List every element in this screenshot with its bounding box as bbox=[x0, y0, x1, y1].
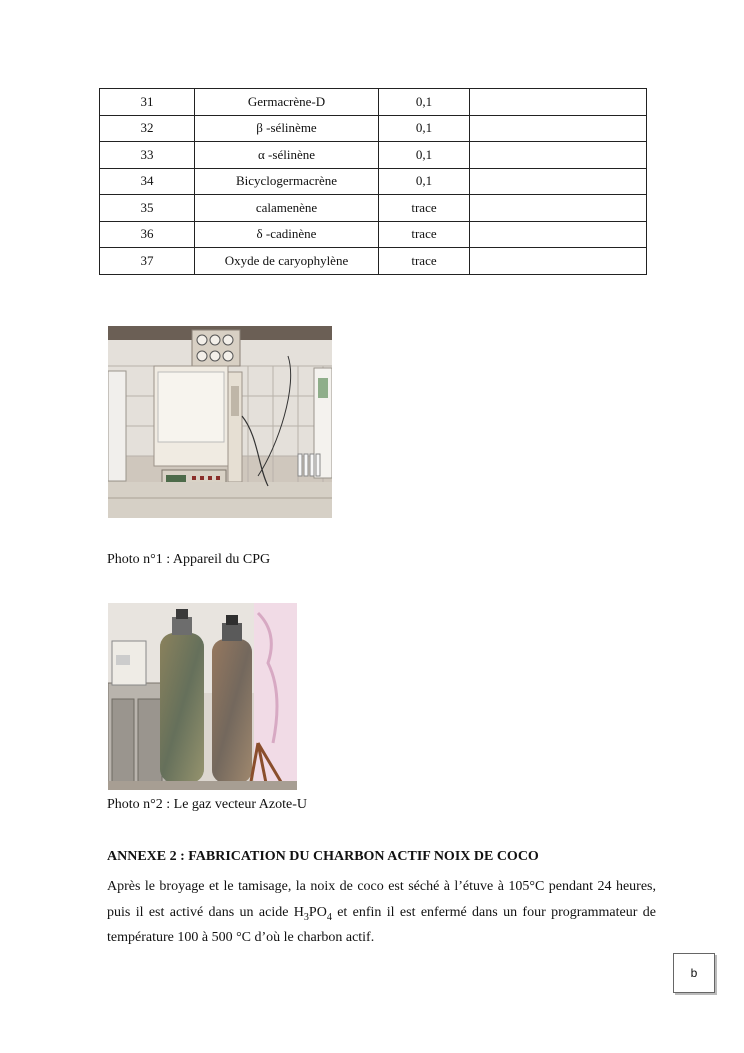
compound-extra bbox=[470, 221, 647, 248]
para-text-2: PO bbox=[308, 904, 327, 920]
compound-number: 33 bbox=[100, 142, 195, 169]
table-row bbox=[100, 142, 647, 169]
compound-table bbox=[99, 88, 647, 275]
compound-name: calamenène bbox=[195, 195, 379, 222]
para-text-1: Après le broyage et le tamisage, la noix de coco est séché à l’étuve à 105°C pendant 24 heures, puis il est activé dans un acide H bbox=[107, 879, 656, 920]
compound-name: α -sélinène bbox=[195, 142, 379, 169]
compound-value: 0,1 bbox=[379, 89, 470, 116]
compound-number: 37 bbox=[100, 248, 195, 275]
compound-number: 35 bbox=[100, 195, 195, 222]
compound-number: 36 bbox=[100, 221, 195, 248]
compound-extra bbox=[470, 168, 647, 195]
photo-gas-cylinders bbox=[108, 603, 297, 790]
compound-extra bbox=[470, 142, 647, 169]
page-number: b bbox=[673, 953, 715, 993]
table-row bbox=[100, 168, 647, 195]
table-row bbox=[100, 221, 647, 248]
annexe-heading: ANNEXE 2 : FABRICATION DU CHARBON ACTIF NOIX DE COCO bbox=[107, 849, 539, 864]
compound-extra bbox=[470, 195, 647, 222]
table-row bbox=[100, 248, 647, 275]
annexe-paragraph bbox=[107, 874, 656, 951]
compound-number: 31 bbox=[100, 89, 195, 116]
table-row bbox=[100, 115, 647, 142]
compound-number: 32 bbox=[100, 115, 195, 142]
compound-value: 0,1 bbox=[379, 115, 470, 142]
para-sub-1: 3 bbox=[303, 911, 309, 923]
para-text-3: et enfin il est enfermé dans un four programmateur de température 100 à 500 °C d’où le charbon actif. bbox=[107, 904, 656, 945]
compound-name: Germacrène-D bbox=[195, 89, 379, 116]
compound-extra bbox=[470, 89, 647, 116]
photo-cpg-apparatus bbox=[108, 326, 332, 518]
compound-name: δ -cadinène bbox=[195, 221, 379, 248]
para-sub-2: 4 bbox=[326, 911, 332, 923]
compound-extra bbox=[470, 248, 647, 275]
compound-value: trace bbox=[379, 248, 470, 275]
compound-value: trace bbox=[379, 221, 470, 248]
compound-value: 0,1 bbox=[379, 168, 470, 195]
compound-name: β -sélinème bbox=[195, 115, 379, 142]
photo2-caption: Photo n°2 : Le gaz vecteur Azote-U bbox=[107, 797, 307, 812]
compound-value: 0,1 bbox=[379, 142, 470, 169]
compound-value: trace bbox=[379, 195, 470, 222]
table-row bbox=[100, 195, 647, 222]
table-row bbox=[100, 89, 647, 116]
compound-name: Bicyclogermacrène bbox=[195, 168, 379, 195]
photo1-caption: Photo n°1 : Appareil du CPG bbox=[107, 552, 271, 567]
compound-extra bbox=[470, 115, 647, 142]
compound-number: 34 bbox=[100, 168, 195, 195]
compound-name: Oxyde de caryophylène bbox=[195, 248, 379, 275]
